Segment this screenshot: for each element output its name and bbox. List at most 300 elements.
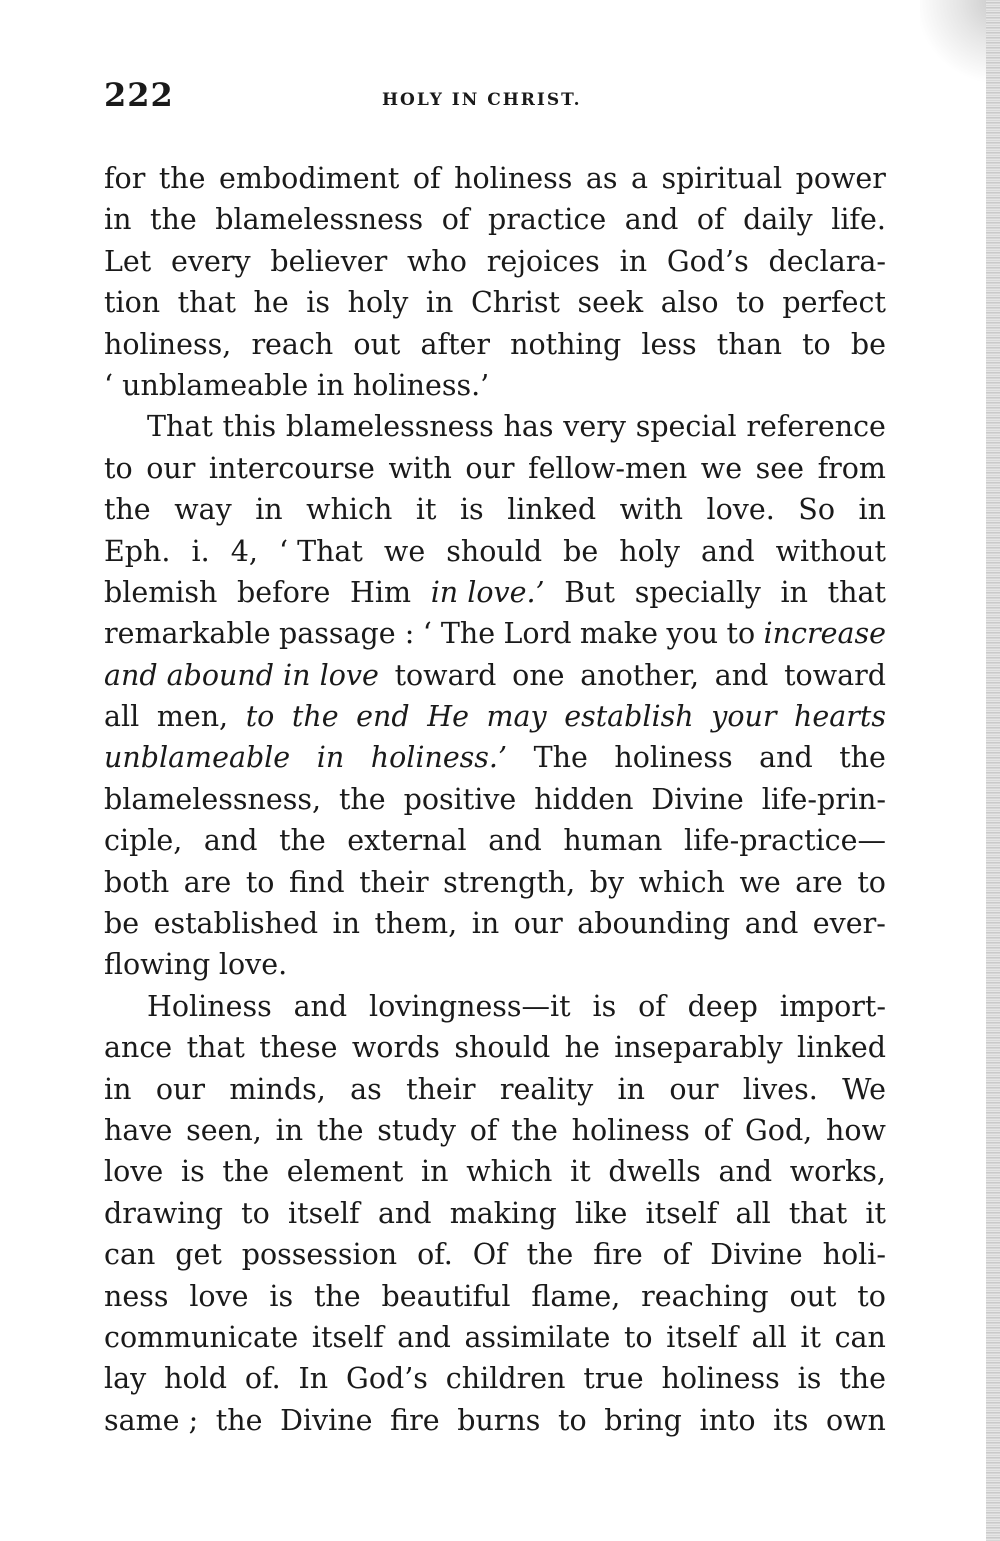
word: love	[104, 1155, 164, 1189]
word: the	[316, 1113, 364, 1147]
word: seen,	[186, 1113, 262, 1147]
word: beautiful	[381, 1279, 511, 1313]
word: to	[245, 865, 275, 899]
word: reaching	[641, 1279, 769, 1313]
text-line	[104, 1317, 886, 1358]
text-line	[104, 1027, 886, 1068]
word: ance	[104, 1031, 173, 1065]
word: in	[780, 575, 808, 609]
word: Divine	[710, 1238, 803, 1272]
text-line	[104, 1193, 886, 1234]
word: in	[858, 493, 886, 527]
word: hidden	[534, 782, 634, 816]
word: our	[465, 451, 515, 485]
word: hold	[164, 1362, 227, 1396]
word: specially	[634, 575, 761, 609]
word: study	[377, 1113, 456, 1147]
word: passage :	[279, 617, 415, 651]
word: embodiment	[219, 162, 400, 195]
page-header	[104, 76, 886, 126]
word: that	[827, 575, 886, 609]
word: special	[635, 410, 737, 444]
word: believer	[270, 244, 388, 278]
word: of	[662, 1238, 691, 1272]
word: bring	[604, 1403, 682, 1437]
word: burns	[457, 1403, 541, 1437]
word: are	[183, 865, 232, 899]
word: the	[338, 782, 386, 816]
word: nothing	[510, 327, 622, 361]
word: without	[775, 534, 886, 568]
word: holy	[619, 534, 680, 568]
word: human	[563, 824, 663, 858]
word: very	[563, 410, 626, 444]
word: children	[445, 1362, 566, 1396]
word: inseparably	[614, 1031, 783, 1065]
word: linked	[507, 493, 597, 527]
word: in	[471, 907, 500, 941]
word: of.	[417, 1238, 453, 1272]
word: the	[215, 1403, 263, 1437]
word: 4,	[230, 534, 258, 568]
word: minds,	[229, 1072, 326, 1106]
word: to	[241, 1196, 270, 1230]
word: love	[189, 1279, 249, 1313]
word: toward	[394, 658, 497, 692]
word: which	[638, 865, 725, 899]
text-line	[104, 903, 886, 944]
word: get	[175, 1238, 222, 1272]
word: in	[425, 286, 454, 320]
word: reference	[746, 410, 886, 444]
word: in	[316, 368, 345, 402]
word: He	[427, 700, 469, 734]
word: Holiness	[147, 989, 272, 1023]
word: all	[104, 700, 140, 734]
word: But	[564, 575, 616, 609]
word: hearts	[794, 700, 886, 734]
word: in	[421, 1155, 449, 1189]
text-line	[104, 282, 886, 323]
word: ness	[104, 1279, 169, 1313]
word: our	[669, 1072, 719, 1106]
running-title: HOLY IN CHRIST.	[382, 90, 582, 110]
word: with	[388, 451, 452, 485]
word: declara-	[768, 244, 886, 278]
word: itself	[311, 1320, 384, 1354]
word: our	[155, 1072, 205, 1106]
word: daily	[743, 203, 813, 237]
word: itself	[645, 1196, 718, 1230]
word: strength,	[443, 865, 576, 899]
word: power	[795, 162, 886, 195]
word: Divine	[651, 782, 744, 816]
word: in	[332, 907, 361, 941]
word: we	[739, 865, 781, 899]
word: their	[406, 1072, 476, 1106]
word: life-practice—	[683, 824, 886, 858]
word: of	[638, 989, 666, 1023]
word: that	[186, 1031, 245, 1065]
word: and	[397, 1320, 451, 1354]
word: as	[350, 1072, 382, 1106]
word: you	[666, 617, 719, 651]
word: see	[755, 451, 804, 485]
word: which	[466, 1155, 553, 1189]
word: perfect	[782, 286, 886, 320]
word: from	[817, 451, 886, 485]
word: and	[488, 824, 542, 858]
word: holiness	[571, 1113, 690, 1147]
text-line	[104, 655, 886, 696]
word: the	[313, 1279, 361, 1313]
word: element	[286, 1155, 404, 1189]
text-line	[104, 531, 886, 572]
word: to	[558, 1403, 587, 1437]
word: established	[153, 907, 319, 941]
word: We	[842, 1072, 886, 1106]
word: to	[245, 700, 275, 734]
word: is	[306, 286, 331, 320]
word: ‘ That	[278, 534, 363, 568]
word: end	[356, 700, 410, 734]
word: holiness.’	[370, 741, 508, 775]
text-line	[104, 1234, 886, 1275]
word: life-prin-	[761, 782, 886, 816]
word: has	[503, 410, 554, 444]
word: works,	[789, 1155, 886, 1189]
text-line	[104, 613, 886, 654]
text-line	[104, 1069, 886, 1110]
word: drawing	[104, 1196, 223, 1230]
word: for	[104, 162, 146, 195]
word: find	[289, 865, 345, 899]
word: own	[825, 1403, 886, 1437]
word: ever-	[812, 907, 886, 941]
word: blamelessness	[285, 410, 494, 444]
word: which	[306, 493, 393, 527]
word: it	[570, 1155, 591, 1189]
word: to	[623, 1320, 653, 1354]
word: be	[850, 327, 886, 361]
word: and	[624, 203, 679, 237]
word: lives.	[742, 1072, 818, 1106]
word: in	[316, 741, 345, 775]
word: of	[469, 1113, 498, 1147]
word: that	[788, 1196, 848, 1230]
word: is	[592, 989, 617, 1023]
word: our	[146, 451, 196, 485]
text-line	[104, 696, 886, 737]
word: of	[696, 203, 725, 237]
word: the	[839, 741, 886, 775]
word: he	[564, 1031, 600, 1065]
word: is	[269, 1279, 294, 1313]
text-line	[104, 158, 886, 199]
word: lovingness—it	[369, 989, 571, 1023]
text-line	[104, 324, 886, 365]
word: holy	[347, 286, 409, 320]
word: itself	[666, 1320, 738, 1354]
page-number: 222	[104, 76, 174, 114]
word: abounding	[577, 907, 731, 941]
word: out	[789, 1279, 837, 1313]
word: as	[585, 162, 618, 195]
word: In	[298, 1362, 329, 1396]
word: these	[259, 1031, 338, 1065]
word: That	[147, 410, 213, 444]
word: communicate	[104, 1320, 299, 1354]
word: Lord	[503, 617, 572, 651]
text-line	[104, 1276, 886, 1317]
word: reach	[251, 327, 334, 361]
word: in	[275, 1113, 304, 1147]
text-line	[104, 572, 886, 613]
word: way	[174, 493, 232, 527]
word: and	[714, 658, 769, 692]
word: external	[347, 824, 467, 858]
word: have	[104, 1113, 173, 1147]
word: this	[222, 410, 277, 444]
word: should	[446, 534, 543, 568]
word: assimilate	[464, 1320, 611, 1354]
word: after	[420, 327, 491, 361]
word: before	[237, 575, 331, 609]
word: i.	[191, 534, 210, 568]
word: and abound in love	[104, 658, 379, 692]
word: the	[291, 700, 339, 734]
word: lay	[104, 1362, 147, 1396]
word: to	[857, 865, 886, 899]
word: holiness	[454, 162, 573, 195]
word: in	[104, 203, 132, 237]
word: and	[718, 1155, 773, 1189]
word: can	[104, 1238, 156, 1272]
word: another,	[580, 658, 700, 692]
word: increase	[763, 617, 886, 651]
word: also	[660, 286, 719, 320]
word: the	[279, 824, 326, 858]
word: the	[511, 1113, 558, 1147]
word: holiness,	[104, 327, 232, 361]
word: into	[699, 1403, 756, 1437]
word: make	[579, 617, 659, 651]
word: we	[383, 534, 426, 568]
word: blamelessness,	[104, 782, 322, 816]
word: Let	[104, 244, 152, 278]
word: both	[104, 865, 170, 899]
word: love.	[218, 948, 288, 982]
word: itself	[288, 1196, 360, 1230]
word: all	[735, 1196, 771, 1230]
word: holiness	[614, 741, 733, 775]
word: fire	[390, 1403, 440, 1437]
word: their	[359, 865, 429, 899]
word: to	[802, 327, 831, 361]
word: our	[513, 907, 563, 941]
word: Him	[350, 575, 412, 609]
word: the	[222, 1155, 270, 1189]
word: the	[839, 1362, 886, 1396]
word: be	[563, 534, 599, 568]
text-line	[104, 1110, 886, 1151]
word: making	[449, 1196, 557, 1230]
word: The	[533, 741, 588, 775]
word: can	[834, 1320, 886, 1354]
word: every	[171, 244, 251, 278]
word: deep	[687, 989, 758, 1023]
word: God’s	[346, 1362, 428, 1396]
word: rejoices	[486, 244, 600, 278]
text-line	[104, 779, 886, 820]
word: in love.’	[430, 575, 545, 609]
word: a	[630, 162, 648, 195]
word: import-	[779, 989, 886, 1023]
text-line	[104, 944, 886, 985]
text-line	[104, 199, 886, 240]
word: and	[377, 1196, 432, 1230]
word: its	[773, 1403, 809, 1437]
word: is	[459, 493, 484, 527]
word: linked	[797, 1031, 886, 1065]
word: that	[177, 286, 236, 320]
text-line	[104, 986, 886, 1027]
word: of	[441, 203, 470, 237]
word: flame,	[531, 1279, 621, 1313]
text-line	[104, 1151, 886, 1192]
word: Of	[472, 1238, 507, 1272]
word: ‘ unblameable	[104, 368, 309, 402]
word: God,	[745, 1113, 813, 1147]
word: to	[726, 617, 756, 651]
word: he	[253, 286, 289, 320]
word: spiritual	[661, 162, 783, 195]
word: dwells	[608, 1155, 701, 1189]
word: of	[703, 1113, 732, 1147]
word: it	[415, 493, 437, 527]
word: than	[716, 327, 782, 361]
text-line	[104, 1358, 886, 1399]
word: your	[711, 700, 777, 734]
word: in	[255, 493, 283, 527]
word: is	[797, 1362, 822, 1396]
word: of.	[244, 1362, 281, 1396]
word: is	[180, 1155, 205, 1189]
word: fellow-men	[528, 451, 688, 485]
word: remarkable	[104, 617, 271, 651]
page-edge-shading	[986, 0, 1000, 1541]
word: toward	[784, 658, 886, 692]
text-line	[104, 737, 886, 778]
word: the	[104, 493, 151, 527]
text-line	[104, 448, 886, 489]
word: practice	[487, 203, 607, 237]
word: may	[486, 700, 547, 734]
word: out	[353, 327, 401, 361]
text-line	[104, 406, 886, 447]
word: it	[865, 1196, 886, 1230]
word: of	[412, 162, 441, 195]
word: all	[751, 1320, 787, 1354]
word: words	[351, 1031, 440, 1065]
text-line	[104, 489, 886, 530]
word: men,	[156, 700, 229, 734]
word: flowing	[104, 948, 211, 982]
word: one	[512, 658, 565, 692]
word: to	[857, 1279, 886, 1313]
word: who	[407, 244, 467, 278]
word: and	[203, 824, 258, 858]
word: in	[619, 244, 648, 278]
word: So	[798, 493, 835, 527]
word: in	[617, 1072, 646, 1106]
word: true	[583, 1362, 644, 1396]
word: holi-	[822, 1238, 886, 1272]
word: to	[736, 286, 765, 320]
word: Eph.	[104, 534, 171, 568]
word: intercourse	[208, 451, 375, 485]
word: should	[454, 1031, 551, 1065]
word: and	[293, 989, 348, 1023]
word: are	[795, 865, 843, 899]
word: blemish	[104, 575, 218, 609]
word: fire	[593, 1238, 643, 1272]
word: holiness.’	[352, 368, 490, 402]
text-line	[104, 820, 886, 861]
word: Divine	[280, 1403, 373, 1437]
word: tion	[104, 286, 161, 320]
word: Christ	[470, 286, 560, 320]
text-line	[104, 862, 886, 903]
word: less	[641, 327, 697, 361]
text-line	[104, 1400, 886, 1441]
word: establish	[564, 700, 694, 734]
word: it	[800, 1320, 821, 1354]
text-line	[104, 365, 886, 406]
word: by	[589, 865, 625, 899]
word: in	[104, 1072, 132, 1106]
word: positive	[403, 782, 517, 816]
word: how	[825, 1113, 886, 1147]
word: same ;	[104, 1403, 199, 1437]
word: them,	[374, 907, 458, 941]
body-text	[104, 158, 886, 1441]
word: the	[526, 1238, 574, 1272]
word: blamelessness	[215, 203, 424, 237]
word: reality	[499, 1072, 594, 1106]
word: we	[700, 451, 743, 485]
word: and	[701, 534, 755, 568]
word: with	[619, 493, 683, 527]
word: ‘ The	[422, 617, 496, 651]
word: and	[759, 741, 813, 775]
word: unblameable	[104, 741, 291, 775]
word: seek	[577, 286, 644, 320]
word: life.	[831, 203, 886, 237]
word: be	[104, 907, 140, 941]
word: and	[744, 907, 799, 941]
word: holiness	[661, 1362, 780, 1396]
word: ciple,	[104, 824, 183, 858]
word: the	[150, 203, 197, 237]
text-line	[104, 241, 886, 282]
word: God’s	[666, 244, 749, 278]
word: love.	[706, 493, 775, 527]
word: to	[104, 451, 133, 485]
word: possession	[241, 1238, 398, 1272]
word: like	[574, 1196, 628, 1230]
word: the	[158, 162, 206, 195]
